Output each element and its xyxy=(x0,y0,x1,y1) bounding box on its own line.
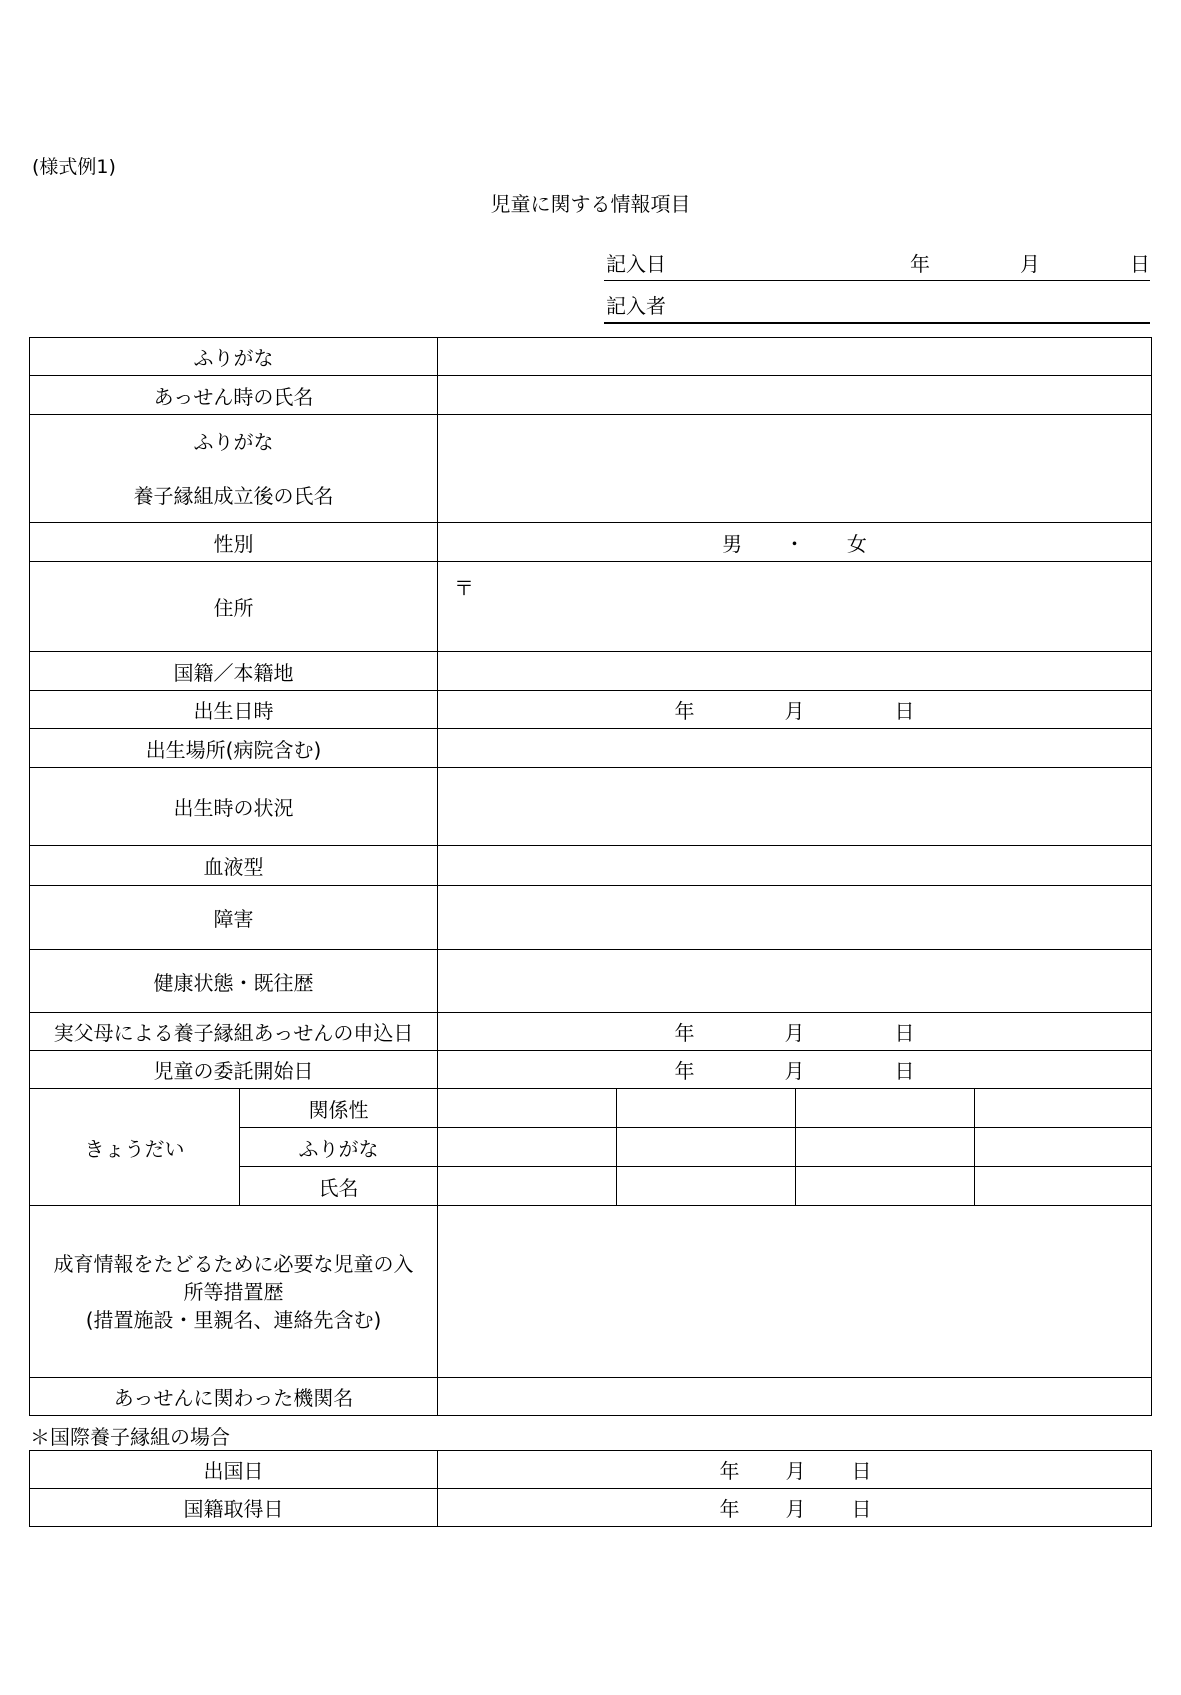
table-row xyxy=(30,1206,1152,1378)
form-style-label: (様式例1) xyxy=(32,156,116,178)
sex-separator: ・ xyxy=(784,531,805,556)
entry-date-field[interactable] xyxy=(604,240,1150,281)
sex-choice[interactable] xyxy=(438,523,1152,562)
nationality-acquired-label: 国籍取得日 xyxy=(30,1489,438,1527)
nationality-label: 国籍／本籍地 xyxy=(30,652,438,691)
nationality-acquired-input[interactable] xyxy=(438,1489,1152,1527)
table-row xyxy=(30,562,1152,652)
siblings-label: きょうだい xyxy=(30,1089,240,1206)
postal-mark-icon: 〒 xyxy=(454,576,474,600)
date-day: 日 xyxy=(851,1497,872,1521)
placement-history-line1: 成育情報をたどるために必要な児童の入 xyxy=(53,1251,414,1276)
birth-datetime-label: 出生日時 xyxy=(30,691,438,729)
date-year: 年 xyxy=(674,1059,695,1083)
table-row xyxy=(30,846,1152,886)
furigana-after-label: ふりがな xyxy=(193,429,274,454)
sibling-2-relation-input[interactable] xyxy=(617,1089,796,1128)
placement-history-label xyxy=(30,1206,438,1378)
name-after-adoption-text: 養子縁組成立後の氏名 xyxy=(133,483,334,508)
siblings-relation-label: 関係性 xyxy=(240,1089,438,1128)
departure-date-input[interactable] xyxy=(438,1451,1152,1489)
date-month: 月 xyxy=(784,1059,805,1083)
sex-male-option[interactable]: 男 xyxy=(722,531,743,556)
health-input[interactable] xyxy=(438,950,1152,1013)
sibling-2-furigana-input[interactable] xyxy=(617,1128,796,1167)
date-year: 年 xyxy=(719,1497,740,1521)
entry-date-month: 月 xyxy=(1020,252,1040,276)
entry-date-label: 記入日 xyxy=(606,252,666,276)
international-adoption-note: ＊国際養子縁組の場合 xyxy=(30,1425,230,1449)
writer-field[interactable] xyxy=(604,282,1150,324)
table-row xyxy=(30,376,1152,415)
name-after-adoption-label xyxy=(30,415,438,523)
table-row xyxy=(30,1451,1152,1489)
date-day: 日 xyxy=(894,699,915,723)
date-month: 月 xyxy=(784,699,805,723)
date-day: 日 xyxy=(894,1059,915,1083)
name-at-mediation-label: あっせん時の氏名 xyxy=(30,376,438,415)
address-label: 住所 xyxy=(30,562,438,652)
sibling-1-relation-input[interactable] xyxy=(438,1089,617,1128)
sibling-4-name-input[interactable] xyxy=(975,1167,1152,1206)
sibling-1-furigana-input[interactable] xyxy=(438,1128,617,1167)
placement-history-line2: 所等措置歴 xyxy=(183,1279,284,1304)
table-row xyxy=(30,1378,1152,1416)
placement-start-label: 児童の委託開始日 xyxy=(30,1051,438,1089)
birthplace-input[interactable] xyxy=(438,729,1152,768)
name-at-mediation-input[interactable] xyxy=(438,376,1152,415)
application-date-input[interactable] xyxy=(438,1013,1152,1051)
agency-label: あっせんに関わった機関名 xyxy=(30,1378,438,1416)
sibling-1-name-input[interactable] xyxy=(438,1167,617,1206)
date-year: 年 xyxy=(674,1021,695,1045)
birthplace-label: 出生場所(病院含む) xyxy=(30,729,438,768)
date-day: 日 xyxy=(851,1459,872,1483)
table-row xyxy=(30,1051,1152,1089)
furigana-label: ふりがな xyxy=(30,338,438,376)
child-info-table xyxy=(29,337,1152,1416)
table-row xyxy=(30,1013,1152,1051)
sibling-3-name-input[interactable] xyxy=(796,1167,975,1206)
agency-input[interactable] xyxy=(438,1378,1152,1416)
sibling-4-furigana-input[interactable] xyxy=(975,1128,1152,1167)
sex-female-option[interactable]: 女 xyxy=(846,531,867,556)
blood-type-input[interactable] xyxy=(438,846,1152,886)
birth-condition-label: 出生時の状況 xyxy=(30,768,438,846)
entry-date-day: 日 xyxy=(1130,252,1150,276)
sex-label: 性別 xyxy=(30,523,438,562)
birth-datetime-input[interactable] xyxy=(438,691,1152,729)
disability-label: 障害 xyxy=(30,886,438,950)
writer-label: 記入者 xyxy=(606,294,666,318)
date-month: 月 xyxy=(785,1459,806,1483)
sibling-4-relation-input[interactable] xyxy=(975,1089,1152,1128)
birth-condition-input[interactable] xyxy=(438,768,1152,846)
date-month: 月 xyxy=(784,1021,805,1045)
departure-date-label: 出国日 xyxy=(30,1451,438,1489)
table-row xyxy=(30,729,1152,768)
table-row xyxy=(30,523,1152,562)
international-table xyxy=(29,1450,1152,1527)
date-month: 月 xyxy=(785,1497,806,1521)
table-row xyxy=(30,886,1152,950)
table-row xyxy=(30,1089,1152,1128)
furigana-input[interactable] xyxy=(438,338,1152,376)
table-row xyxy=(30,652,1152,691)
table-row xyxy=(30,768,1152,846)
date-year: 年 xyxy=(719,1459,740,1483)
application-date-label: 実父母による養子縁組あっせんの申込日 xyxy=(30,1013,438,1051)
name-after-adoption-input[interactable] xyxy=(438,415,1152,523)
table-row xyxy=(30,415,1152,523)
table-row xyxy=(30,691,1152,729)
date-day: 日 xyxy=(894,1021,915,1045)
date-year: 年 xyxy=(674,699,695,723)
siblings-name-label: 氏名 xyxy=(240,1167,438,1206)
placement-start-input[interactable] xyxy=(438,1051,1152,1089)
entry-date-year: 年 xyxy=(910,252,930,276)
disability-input[interactable] xyxy=(438,886,1152,950)
sibling-3-relation-input[interactable] xyxy=(796,1089,975,1128)
nationality-input[interactable] xyxy=(438,652,1152,691)
page-title: 児童に関する情報項目 xyxy=(490,192,691,216)
table-row xyxy=(30,950,1152,1013)
placement-history-input[interactable] xyxy=(438,1206,1152,1378)
table-row xyxy=(30,338,1152,376)
placement-history-line3: (措置施設・里親名、連絡先含む) xyxy=(85,1307,382,1332)
sibling-3-furigana-input[interactable] xyxy=(796,1128,975,1167)
blood-type-label: 血液型 xyxy=(30,846,438,886)
table-row xyxy=(30,1489,1152,1527)
siblings-furigana-label: ふりがな xyxy=(240,1128,438,1167)
sibling-2-name-input[interactable] xyxy=(617,1167,796,1206)
health-label: 健康状態・既往歴 xyxy=(30,950,438,1013)
address-input[interactable] xyxy=(438,562,1152,652)
